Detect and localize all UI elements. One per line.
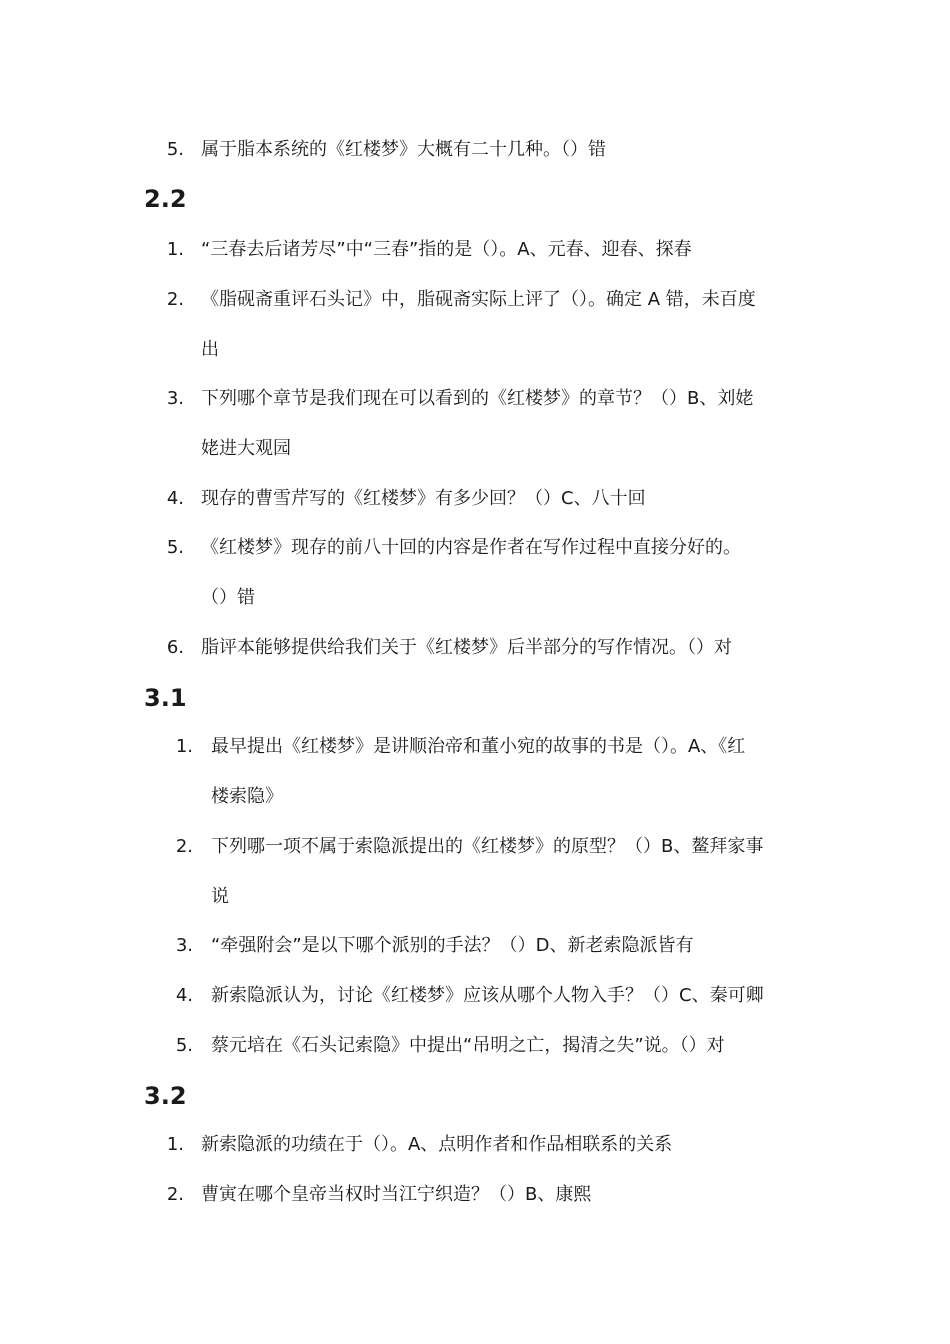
item-text: 下列哪个章节是我们现在可以看到的《红楼梦》的章节？（）B、刘姥: [201, 388, 754, 409]
item-number: 2.: [175, 836, 193, 857]
item-text-continued: 姥进大观园: [201, 438, 291, 459]
item-text-continued: 说: [211, 886, 229, 907]
item-number: 2.: [166, 289, 184, 310]
item-number: 2.: [166, 1184, 184, 1205]
item-number: 1.: [166, 1134, 184, 1155]
item-text: 新索隐派认为，讨论《红楼梦》应该从哪个人物入手？（）C、秦可卿: [211, 985, 764, 1006]
item-number: 3.: [175, 935, 193, 956]
item-text: 最早提出《红楼梦》是讲顺治帝和董小宛的故事的书是（）。A、《红: [211, 736, 746, 757]
item-text: 下列哪一项不属于索隐派提出的《红楼梦》的原型？（）B、鳌拜家事: [211, 836, 764, 857]
item-text-continued: 楼索隐》: [211, 786, 283, 807]
item-text: 《红楼梦》现存的前八十回的内容是作者在写作过程中直接分好的。: [201, 537, 741, 558]
item-text: 脂评本能够提供给我们关于《红楼梦》后半部分的写作情况。（）对: [201, 637, 732, 658]
item-number: 6.: [166, 637, 184, 658]
item-text-continued: 出: [201, 339, 219, 360]
item-number: 4.: [166, 488, 184, 509]
item-text: 曹寅在哪个皇帝当权时当江宁织造？（）B、康熙: [201, 1184, 592, 1205]
item-number: 5.: [166, 139, 184, 160]
item-text-continued: （）错: [201, 587, 255, 608]
section-heading-3-1: 3.1: [144, 684, 187, 712]
item-number: 4.: [175, 985, 193, 1006]
item-number: 5.: [175, 1035, 193, 1056]
item-text: 现存的曹雪芹写的《红楼梦》有多少回？（）C、八十回: [201, 488, 646, 509]
item-text: “牵强附会”是以下哪个派别的手法？（）D、新老索隐派皆有: [211, 935, 694, 956]
item-number: 3.: [166, 388, 184, 409]
item-text: “三春去后诸芳尽”中“三春”指的是（）。A、元春、迎春、探春: [201, 239, 692, 260]
item-number: 5.: [166, 537, 184, 558]
item-number: 1.: [175, 736, 193, 757]
item-text: 《脂砚斋重评石头记》中，脂砚斋实际上评了（）。确定 A 错，未百度: [201, 289, 756, 310]
item-text: 蔡元培在《石头记索隐》中提出“吊明之亡，揭清之失”说。（）对: [211, 1035, 725, 1056]
item-text: 新索隐派的功绩在于（）。A、点明作者和作品相联系的关系: [201, 1134, 673, 1155]
item-number: 1.: [166, 239, 184, 260]
section-heading-2-2: 2.2: [144, 185, 187, 213]
item-text: 属于脂本系统的《红楼梦》大概有二十几种。（）错: [201, 139, 606, 160]
section-heading-3-2: 3.2: [144, 1082, 187, 1110]
